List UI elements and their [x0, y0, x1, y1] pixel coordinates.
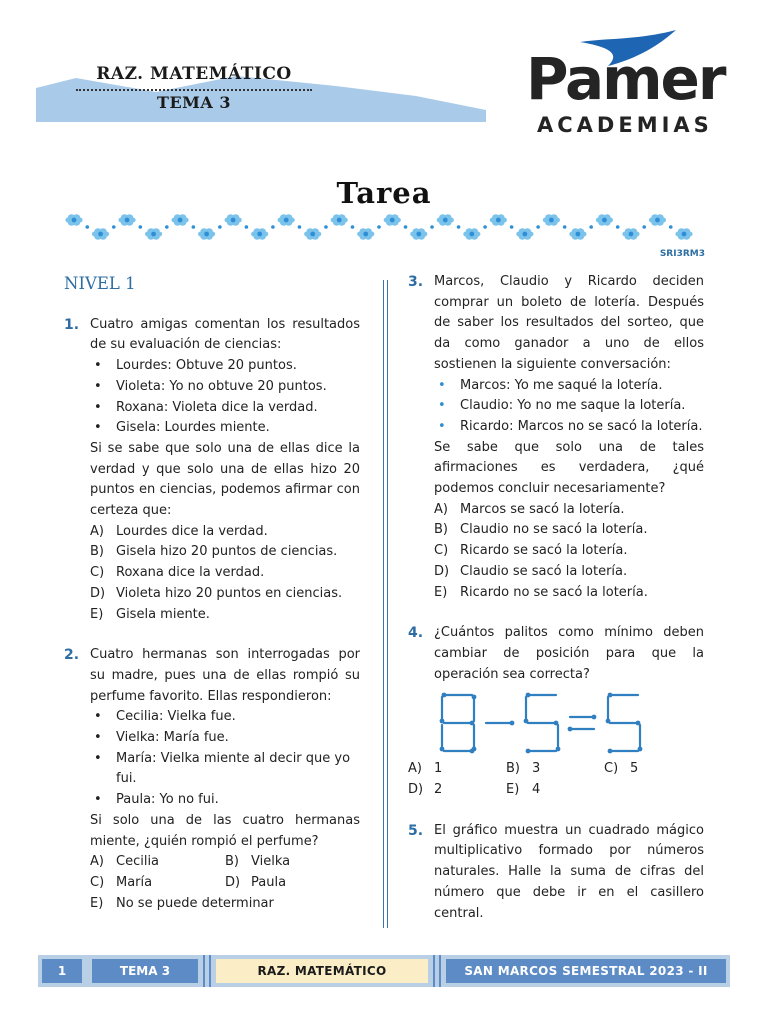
- question-number: 1.: [64, 316, 80, 333]
- flower-dot: [457, 225, 461, 229]
- flower-dot: [112, 225, 116, 229]
- flower-dot: [324, 225, 328, 229]
- decorative-flowers-border: [62, 210, 696, 244]
- answer-option: A) Lourdes dice la verdad.: [90, 523, 268, 539]
- footer-topic: TEMA 3: [92, 959, 198, 983]
- answer-option: E) Gisela miente.: [90, 606, 210, 622]
- level-heading: NIVEL 1: [64, 274, 136, 293]
- list-item: • Vielka: María fue.: [90, 728, 360, 749]
- footer-course: SAN MARCOS SEMESTRAL 2023 - II: [446, 959, 726, 983]
- flower-ornament: [622, 228, 639, 239]
- list-item: • Cecilia: Vielka fue.: [90, 707, 360, 728]
- answer-option: C) Ricardo se sacó la lotería.: [434, 543, 628, 559]
- flower-dot: [589, 225, 593, 229]
- matchstick-equation-figure: [436, 689, 650, 757]
- header-topic: TEMA 3: [157, 93, 231, 112]
- logo-name: Pamer: [526, 45, 725, 113]
- answer-option: E) 4: [506, 782, 541, 798]
- header-dotted-line: [76, 89, 312, 91]
- flower-ornament: [649, 214, 666, 225]
- left-column: [64, 272, 360, 914]
- answer-option: E) No se puede determinar: [90, 895, 274, 911]
- question-body: Si solo una de las cuatro hermanas miente, ¿quién rompió el perfume?: [90, 812, 360, 849]
- question-body: Si se sabe que solo una de ellas dice la verdad y que solo una de ellas hizo 20 puntos en ciencias, podemos afirmar con certeza que:: [90, 440, 360, 519]
- question-body: Se sabe que solo una de tales afirmaciones es verdadera, ¿qué podemos concluir necesariamente?: [434, 439, 704, 497]
- header-subject: RAZ. MATEMÁTICO: [96, 64, 292, 84]
- answer-option: B) 3: [506, 761, 541, 777]
- question-number: 2.: [64, 647, 80, 664]
- list-item: • Roxana: Violeta dice la verdad.: [90, 398, 360, 419]
- flower-dot: [616, 225, 620, 229]
- flower-ornament: [331, 214, 348, 225]
- flower-ornament: [384, 214, 401, 225]
- flower-ornament: [569, 228, 586, 239]
- answer-option: D) Claudio se sacó la lotería.: [434, 563, 628, 579]
- question-number: 5.: [408, 822, 424, 839]
- list-item: • Paula: Yo no fui.: [90, 790, 360, 811]
- flower-ornament: [171, 214, 188, 225]
- answer-option: A) Cecilia: [90, 854, 160, 870]
- flower-ornament: [145, 228, 162, 239]
- list-item: • Claudio: Yo no me saque la lotería.: [434, 396, 704, 417]
- list-item: • Lourdes: Obtuve 20 puntos.: [90, 356, 360, 377]
- flower-ornament: [65, 214, 82, 225]
- flower-dot: [377, 225, 381, 229]
- footer-page-number: 1: [42, 959, 82, 983]
- list-item: • Gisela: Lourdes miente.: [90, 418, 360, 439]
- right-column: [408, 272, 704, 924]
- question-4: [408, 623, 704, 685]
- list-item: • Ricardo: Marcos no se sacó la lotería.: [434, 417, 704, 438]
- flower-dot: [510, 225, 514, 229]
- flower-ornament: [437, 214, 454, 225]
- flower-dot: [218, 225, 222, 229]
- answer-option: E) Ricardo no se sacó la lotería.: [434, 584, 648, 600]
- flower-ornament: [543, 214, 560, 225]
- flower-dot: [298, 225, 302, 229]
- list-item: • Violeta: Yo no obtuve 20 puntos.: [90, 377, 360, 398]
- answer-option: C) María: [90, 874, 153, 890]
- flower-ornament: [225, 214, 242, 225]
- answer-option: C) 5: [604, 761, 639, 777]
- matchstick-digit-5: [526, 695, 558, 751]
- document-code: SRI3RM3: [659, 249, 705, 259]
- flower-dot: [536, 225, 540, 229]
- footer-subject: RAZ. MATEMÁTICO: [216, 959, 428, 983]
- flower-dot: [430, 225, 434, 229]
- column-divider: [383, 280, 388, 928]
- matchstick-digit-5: [608, 695, 640, 751]
- question-intro: Cuatro amigas comentan los resultados de su evaluación de ciencias:: [90, 316, 360, 353]
- footer-separator: [433, 955, 441, 987]
- flower-ornament: [278, 214, 295, 225]
- answer-option: B) Gisela hizo 20 puntos de ciencias.: [90, 544, 338, 560]
- footer-separator: [203, 955, 211, 987]
- answer-option: A) 1: [408, 761, 443, 777]
- flower-ornament: [410, 228, 427, 239]
- answer-option: B) Claudio no se sacó la lotería.: [434, 522, 648, 538]
- question-intro: El gráfico muestra un cuadrado mágico multiplicativo formado por números naturales. Halle la suma de cifras del número que debe ir en el casillero central.: [434, 822, 704, 921]
- flower-dot: [85, 225, 89, 229]
- list-item: • Marcos: Yo me saqué la lotería.: [434, 376, 704, 397]
- flower-ornament: [463, 228, 480, 239]
- answer-option: A) Marcos se sacó la lotería.: [434, 501, 625, 517]
- flower-dot: [139, 225, 143, 229]
- answer-option: D) Paula: [225, 874, 287, 890]
- flower-ornament: [357, 228, 374, 239]
- flower-ornament: [251, 228, 268, 239]
- flower-ornament: [516, 228, 533, 239]
- flower-ornament: [596, 214, 613, 225]
- flower-ornament: [92, 228, 109, 239]
- matchstick-equals-sign: [570, 717, 594, 729]
- flower-dot: [192, 225, 196, 229]
- question-3: [408, 272, 704, 603]
- flower-dot: [165, 225, 169, 229]
- flower-dot: [563, 225, 567, 229]
- logo-subtitle: ACADEMIAS: [537, 113, 713, 137]
- question-number: 4.: [408, 625, 424, 642]
- flower-ornament: [304, 228, 321, 239]
- answer-option: D) Violeta hizo 20 puntos en ciencias.: [90, 585, 343, 601]
- flower-dot: [404, 225, 408, 229]
- flower-dot: [271, 225, 275, 229]
- matchstick-digit-8: [442, 695, 474, 751]
- flower-ornament: [198, 228, 215, 239]
- flower-dot: [642, 225, 646, 229]
- question-number: 3.: [408, 274, 424, 290]
- flower-ornament: [118, 214, 135, 225]
- question-2: [64, 645, 360, 914]
- page-title: Tarea: [336, 176, 432, 210]
- flower-dot: [245, 225, 249, 229]
- flower-dot: [669, 225, 673, 229]
- question-intro: ¿Cuántos palitos como mínimo deben cambiar de posición para que la operación sea correcta?: [434, 625, 704, 682]
- flower-dot: [483, 225, 487, 229]
- answer-option: B) Vielka: [225, 854, 291, 870]
- flower-ornament: [490, 214, 507, 225]
- question-intro: Marcos, Claudio y Ricardo deciden comprar un boleto de lotería. Después de saber los resultados del sorteo, que da como ganador a uno de ellos sostienen la siguiente conversación:: [434, 274, 704, 372]
- question-intro: Cuatro hermanas son interrogadas por su madre, pues una de ellas rompió su perfume favorito. Ellas respondieron:: [90, 647, 360, 704]
- question-5: [408, 821, 704, 925]
- answer-option: C) Roxana dice la verdad.: [90, 565, 265, 581]
- answer-option: D) 2: [408, 782, 443, 798]
- list-item: • María: Vielka miente al decir que yo fui.: [90, 749, 360, 790]
- flower-dot: [351, 225, 355, 229]
- question-1: [64, 315, 360, 626]
- flower-ornament: [675, 228, 692, 239]
